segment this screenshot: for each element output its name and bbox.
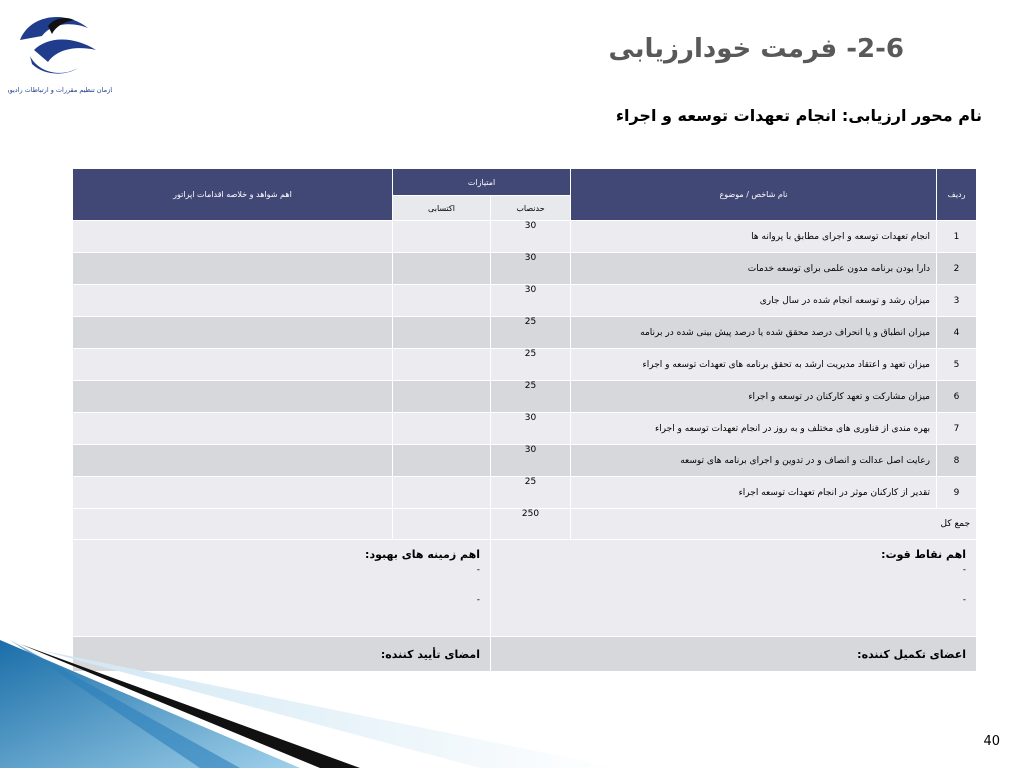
slide-subtitle: نام محور ارزیابی: انجام تعهدات توسعه و اجراء xyxy=(615,106,982,125)
indicator-title: میزان انطباق و یا انحراف درصد محقق شده یا درصد پیش بینی شده در برنامه xyxy=(571,317,937,349)
strengths-dash-1: - xyxy=(962,565,967,575)
self-assessment-table xyxy=(72,168,977,672)
row-number: 4 xyxy=(937,317,977,349)
header-indicator: نام شاخص / موضوع xyxy=(571,169,937,221)
improvements-dash-1: - xyxy=(476,565,481,575)
table-row xyxy=(73,253,977,285)
table-row xyxy=(73,381,977,413)
improvements-dash-2: - xyxy=(476,595,481,605)
table-row xyxy=(73,445,977,477)
evidence-cell[interactable] xyxy=(73,285,393,317)
indicator-title: میزان مشارکت و تعهد کارکنان در توسعه و اجراء xyxy=(571,381,937,413)
row-number: 5 xyxy=(937,349,977,381)
max-score: 25 xyxy=(491,317,571,349)
earned-score-cell[interactable] xyxy=(393,445,491,477)
max-score: 30 xyxy=(491,445,571,477)
total-label: جمع کل xyxy=(571,509,977,540)
row-number: 8 xyxy=(937,445,977,477)
evidence-cell[interactable] xyxy=(73,253,393,285)
row-number: 3 xyxy=(937,285,977,317)
max-score: 30 xyxy=(491,253,571,285)
total-earned-cell[interactable] xyxy=(393,509,491,540)
table-row xyxy=(73,413,977,445)
slide-title: 2-6- فرمت خودارزیابی xyxy=(608,34,904,64)
blue-swoosh-decoration xyxy=(0,640,640,768)
max-score: 30 xyxy=(491,285,571,317)
strengths-dash-2: - xyxy=(962,595,967,605)
evidence-cell[interactable] xyxy=(73,317,393,349)
indicator-title: تقدیر از کارکنان موثر در انجام تعهدات توسعه اجراء xyxy=(571,477,937,509)
table-row xyxy=(73,221,977,253)
row-number: 9 xyxy=(937,477,977,509)
earned-score-cell[interactable] xyxy=(393,317,491,349)
strengths-cell[interactable] xyxy=(491,540,977,637)
total-evidence-cell[interactable] xyxy=(73,509,393,540)
table-row xyxy=(73,285,977,317)
completers-label: اعضای تکمیل کننده: xyxy=(857,647,967,661)
indicator-title: میزان رشد و توسعه انجام شده در سال جاری xyxy=(571,285,937,317)
organization-logo xyxy=(8,6,112,98)
notes-row xyxy=(73,540,977,637)
earned-score-cell[interactable] xyxy=(393,221,491,253)
table-row xyxy=(73,349,977,381)
max-score: 25 xyxy=(491,349,571,381)
row-number: 1 xyxy=(937,221,977,253)
earned-score-cell[interactable] xyxy=(393,477,491,509)
earned-score-cell[interactable] xyxy=(393,253,491,285)
max-score: 25 xyxy=(491,381,571,413)
row-number: 2 xyxy=(937,253,977,285)
indicator-title: میزان تعهد و اعتقاد مدیریت ارشد به تحقق برنامه های تعهدات توسعه و اجراء xyxy=(571,349,937,381)
table-body xyxy=(73,221,977,509)
earned-score-cell[interactable] xyxy=(393,349,491,381)
earned-score-cell[interactable] xyxy=(393,285,491,317)
indicator-title: دارا بودن برنامه مدون علمی برای توسعه خدمات xyxy=(571,253,937,285)
evidence-cell[interactable] xyxy=(73,221,393,253)
earned-score-cell[interactable] xyxy=(393,381,491,413)
header-earned: اکتسابی xyxy=(393,196,491,221)
indicator-title: بهره مندی از فناوری های مختلف و به روز در انجام تعهدات توسعه و اجراء xyxy=(571,413,937,445)
row-number: 7 xyxy=(937,413,977,445)
improvements-label: اهم زمینه های بهبود: xyxy=(365,548,481,561)
approvers-label: امضای تأیید کننده: xyxy=(380,647,481,661)
header-row-no: ردیف xyxy=(937,169,977,221)
total-value: 250 xyxy=(491,509,571,540)
evidence-cell[interactable] xyxy=(73,381,393,413)
max-score: 25 xyxy=(491,477,571,509)
max-score: 30 xyxy=(491,221,571,253)
page-number: 40 xyxy=(983,734,1000,749)
total-row xyxy=(73,509,977,540)
indicator-title: رعایت اصل عدالت و انصاف و در تدوین و اجرای برنامه های توسعه xyxy=(571,445,937,477)
evidence-cell[interactable] xyxy=(73,349,393,381)
earned-score-cell[interactable] xyxy=(393,413,491,445)
indicator-title: انجام تعهدات توسعه و اجرای مطابق با پروانه ها xyxy=(571,221,937,253)
evidence-cell[interactable] xyxy=(73,477,393,509)
max-score: 30 xyxy=(491,413,571,445)
evidence-cell[interactable] xyxy=(73,445,393,477)
table-row xyxy=(73,477,977,509)
improvements-cell[interactable] xyxy=(73,540,491,637)
table-row xyxy=(73,317,977,349)
row-number: 6 xyxy=(937,381,977,413)
strengths-label: اهم نقاط قوت: xyxy=(881,548,967,561)
evidence-cell[interactable] xyxy=(73,413,393,445)
header-max-score: حدنصاب xyxy=(491,196,571,221)
header-evidence: اهم شواهد و خلاصه اقدامات اپراتور xyxy=(73,169,393,221)
logo-text: سازمان تنظیم مقررات و ارتباطات رادیویی xyxy=(8,86,112,94)
header-scores: امتیازات xyxy=(393,169,571,196)
